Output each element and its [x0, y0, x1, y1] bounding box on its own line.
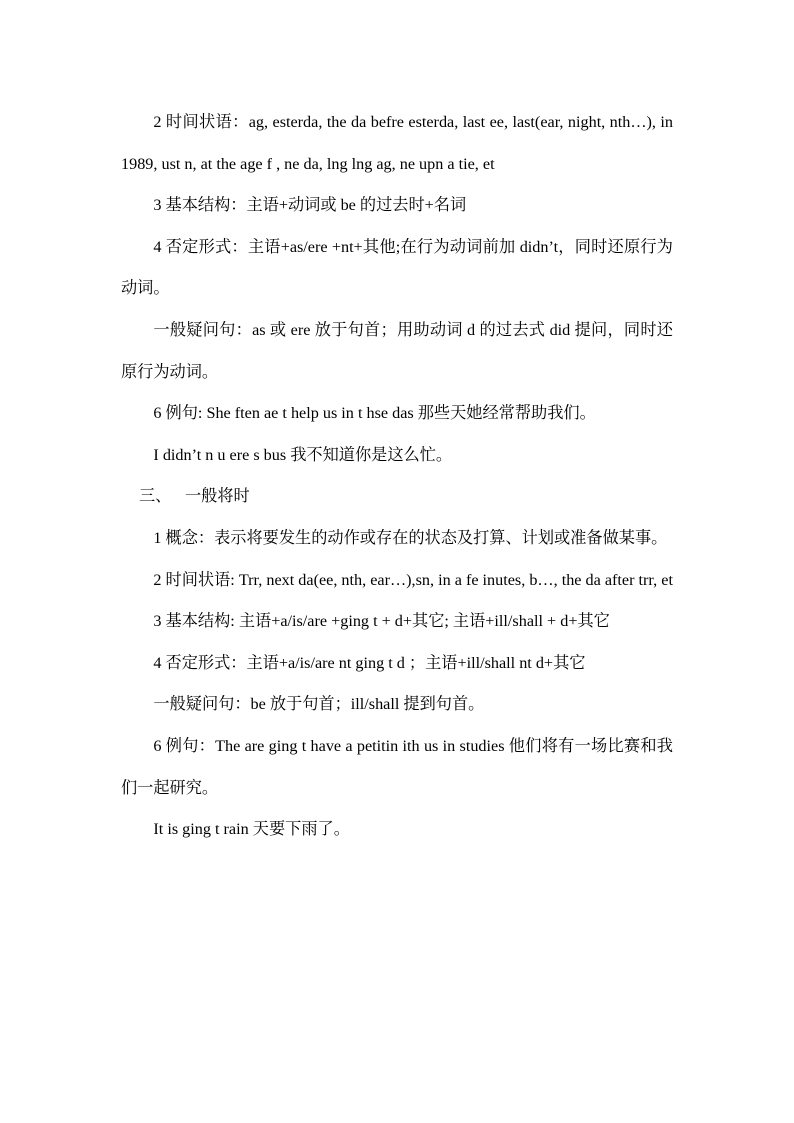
past-basic-structure: 3 基本结构：主语+动词或 be 的过去时+名词 [153, 196, 467, 215]
future-example-1: 6 例句：The are ging t have a petitin ith us in studies 他们将有一场比赛和我们一起研究。 [121, 736, 673, 797]
future-heading-number: 三、 [139, 487, 172, 506]
future-section-heading [121, 476, 673, 518]
document-body [121, 102, 673, 851]
future-question-form: 一般疑问句：be 放于句首；ill/shall 提到句首。 [153, 695, 485, 714]
future-time-adverbials: 2 时间状语: Trr, next da(ee, nth, ear…),sn, in a fe inutes, b…, the da after trr, et [153, 570, 673, 589]
past-negative-form: 4 否定形式：主语+as/ere +nt+其他;在行为动词前加 didn’t，同时还原行为动词。 [121, 237, 673, 298]
future-heading-title: 一般将时 [185, 487, 250, 506]
future-example-2: It is ging t rain 天要下雨了。 [153, 820, 350, 839]
past-example-2: I didn’t n u ere s bus 我不知道你是这么忙。 [153, 445, 453, 464]
past-time-adverbials: 2 时间状语：ag, esterda, the da befre esterda, last ee, last(ear, night, nth…), in 1989, ust n, at the age f , ne da, lng lng ag, ne upn a tie, et [121, 113, 673, 173]
past-question-form: 一般疑问句：as 或 ere 放于句首；用助动词 d 的过去式 did 提问，同时还原行为动词。 [121, 320, 673, 381]
future-concept: 1 概念：表示将要发生的动作或存在的状态及打算、计划或准备做某事。 [153, 528, 668, 547]
future-negative-form: 4 否定形式：主语+a/is/are nt ging t d ；主语+ill/shall nt d+其它 [153, 653, 586, 672]
past-example-1: 6 例句: She ften ae t help us in t hse das 那些天她经常帮助我们。 [153, 404, 596, 423]
future-basic-structure: 3 基本结构: 主语+a/is/are +ging t + d+其它; 主语+ill/shall + d+其它 [153, 612, 610, 631]
